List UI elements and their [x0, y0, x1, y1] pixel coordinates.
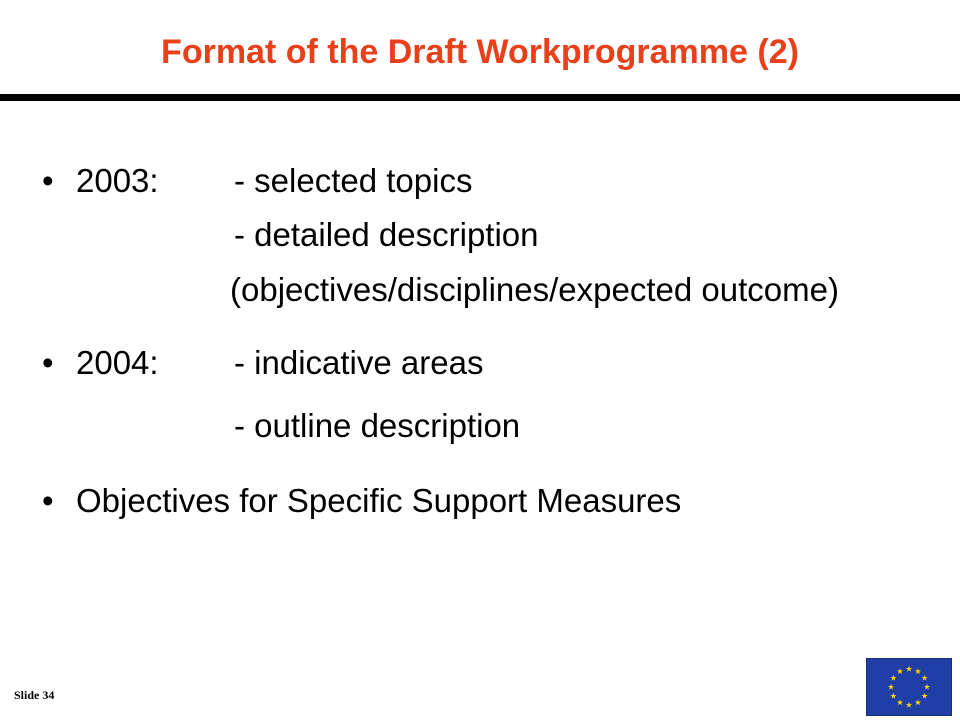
item-objectives-label: Objectives for Specific Support Measures [76, 482, 682, 519]
bullet-icon: • [42, 162, 54, 199]
title-divider [0, 94, 960, 101]
slide-title: Format of the Draft Workprogramme (2) [161, 33, 799, 71]
bullet-icon: • [42, 344, 54, 381]
slide-number: Slide 34 [14, 688, 55, 702]
bullet-icon: • [42, 482, 54, 519]
item-2003-line-3: (objectives/disciplines/expected outcome) [230, 271, 839, 308]
item-2003-label: 2003: [76, 162, 159, 199]
eu-flag-icon [867, 659, 951, 715]
item-2004-label: 2004: [76, 344, 159, 381]
item-2004-line-1: - indicative areas [234, 344, 484, 381]
item-2004-line-2: - outline description [234, 407, 521, 444]
item-2003-line-2: - detailed description [234, 216, 539, 253]
eu-flag-graphic [867, 659, 951, 715]
item-2003-line-1: - selected topics [234, 162, 473, 199]
